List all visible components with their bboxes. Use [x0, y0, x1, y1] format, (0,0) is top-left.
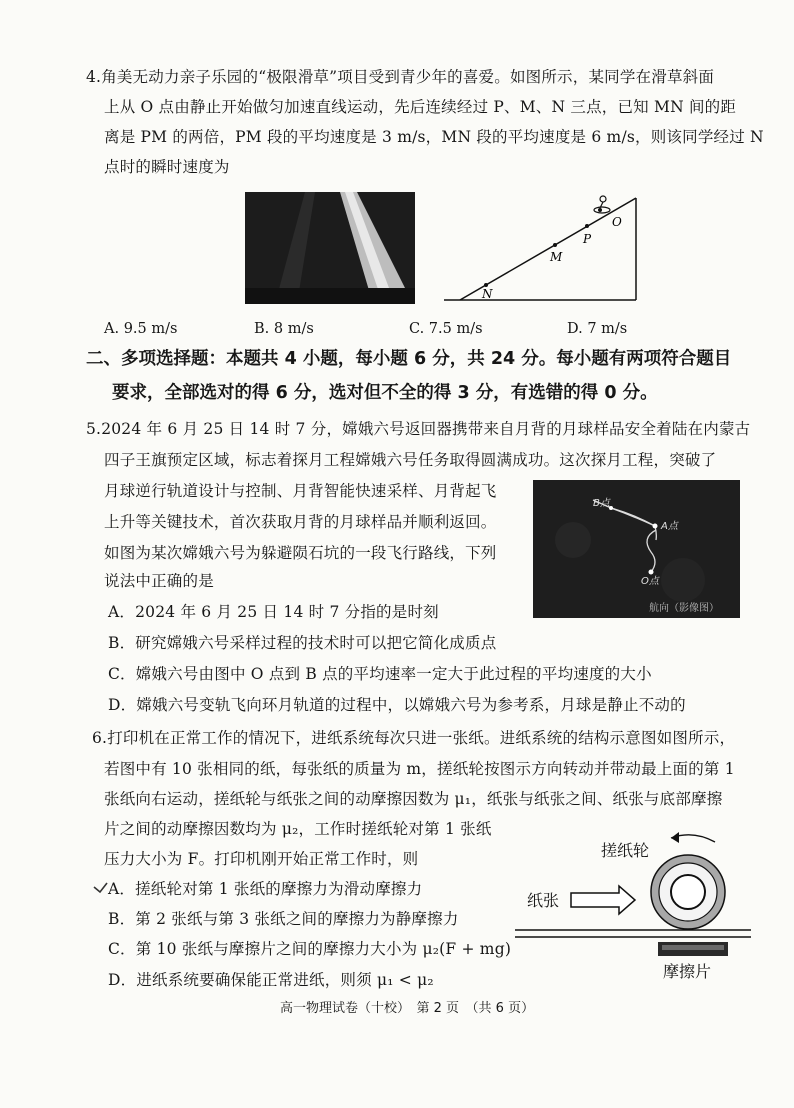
paper-label: 纸张 [527, 891, 560, 910]
pen-check-mark [92, 880, 110, 896]
section-2-title-line-2: 要求，全部选对的得 6 分，选对但不全的得 3 分，有选错的得 0 分。 [112, 383, 658, 403]
q5-line-2: 四子王旗预定区域，标志着探月工程嫦娥六号任务取得圆满成功。这次探月工程，突破了 [104, 451, 717, 469]
point-o [649, 570, 654, 575]
slope-diagram [440, 190, 645, 306]
q4-option-d: D. 7 m/s [567, 321, 628, 337]
q4-line-2: 上从 O 点由静止开始做匀加速直线运动，先后连续经过 P、M、N 三点，已知 MN 间的距 [104, 98, 737, 116]
rotation-arrowhead [671, 832, 679, 843]
image-caption: 航向（影像图） [649, 603, 719, 614]
q5-line-1: 5.2024 年 6 月 25 日 14 时 7 分，嫦娥六号返回器携带来自月背的月球样品安全着陆在内蒙古 [86, 420, 751, 438]
q5-option-a: A．2024 年 6 月 25 日 14 时 7 分指的是时刻 [108, 603, 439, 621]
point-o [598, 208, 602, 212]
roller-label: 搓纸轮 [601, 841, 650, 860]
label-o: O [612, 215, 622, 229]
q6-line-4: 片之间的动摩擦因数均为 μ₂，工作时搓纸轮对第 1 张纸 [104, 820, 492, 838]
q6-option-b: B．第 2 张纸与第 3 张纸之间的摩擦力为静摩擦力 [108, 910, 459, 928]
q5-line-6: 说法中正确的是 [104, 572, 214, 590]
lunar-flight-path-image [533, 480, 740, 618]
slider-person-icon [594, 196, 610, 213]
q5-line-3: 月球逆行轨道设计与控制、月背智能快速采样、月背起飞 [104, 482, 497, 500]
roller-icon [651, 855, 725, 929]
q4-line-3: 离是 PM 的两倍，PM 段的平均速度是 3 m/s，MN 段的平均速度是 6 m/s，则该同学经过 N [104, 128, 764, 146]
label-b: B点 [593, 498, 610, 509]
label-n: N [482, 287, 493, 301]
q4-option-c: C. 7.5 m/s [409, 321, 483, 337]
q6-option-a: A．搓纸轮对第 1 张纸的摩擦力为滑动摩擦力 [108, 880, 423, 898]
label-m: M [550, 250, 563, 264]
q4-line-1: 4.角美无动力亲子乐园的“极限滑草”项目受到青少年的喜爱。如图所示，某同学在滑草斜面 [86, 68, 715, 86]
friction-pad-highlight [662, 945, 724, 950]
paper-feed-diagram [515, 820, 755, 980]
section-2-title-line-1: 二、多项选择题：本题共 4 小题，每小题 6 分，共 24 分。每小题有两项符合题目 [86, 349, 732, 369]
q6-option-c: C．第 10 张纸与摩擦片之间的摩擦力大小为 μ₂(F + mg) [108, 940, 512, 958]
q6-line-5: 压力大小为 F。打印机刚开始正常工作时，则 [104, 850, 419, 868]
q6-option-d: D．进纸系统要确保能正常进纸，则须 μ₁ < μ₂ [108, 971, 434, 989]
page-footer: 高一物理试卷（十校） 第 2 页 （共 6 页） [280, 1001, 535, 1016]
right-arrow-icon [571, 886, 635, 914]
grass-slide-drawing [245, 192, 415, 304]
pad-label: 摩擦片 [663, 962, 712, 980]
q6-line-1: 6.打印机在正常工作的情况下，进纸系统每次只进一张纸。进纸系统的结构示意图如图所示， [92, 729, 736, 747]
grass-slide-photo [245, 192, 415, 304]
point-p [585, 224, 589, 228]
q5-option-d: D．嫦娥六号变轨飞向环月轨道的过程中，以嫦娥六号为参考系，月球是静止不动的 [108, 696, 686, 714]
q5-option-c: C．嫦娥六号由图中 O 点到 B 点的平均速率一定大于此过程的平均速度的大小 [108, 665, 652, 683]
q6-line-3: 张纸向右运动，搓纸轮与纸张之间的动摩擦因数为 μ₁，纸张与纸张之间、纸张与底部摩擦 [104, 790, 723, 808]
q6-line-2: 若图中有 10 张相同的纸，每张纸的质量为 m，搓纸轮按图示方向转动并带动最上面的第 1 [104, 760, 735, 778]
label-o: O点 [641, 576, 659, 587]
label-a: A点 [661, 521, 678, 532]
point-a [653, 524, 658, 529]
q5-line-5: 如图为某次嫦娥六号为躲避陨石坑的一段飞行路线，下列 [104, 544, 497, 562]
label-p: P [583, 232, 592, 246]
point-m [553, 243, 557, 247]
q4-line-4: 点时的瞬时速度为 [104, 158, 230, 176]
flight-path-drawing [533, 480, 740, 618]
q5-line-4: 上升等关键技术，首次获取月背的月球样品并顺利返回。 [104, 513, 497, 531]
q4-option-a: A. 9.5 m/s [104, 321, 178, 337]
q4-option-b: B. 8 m/s [254, 321, 314, 337]
q5-option-b: B．研究嫦娥六号采样过程的技术时可以把它简化成质点 [108, 634, 497, 652]
